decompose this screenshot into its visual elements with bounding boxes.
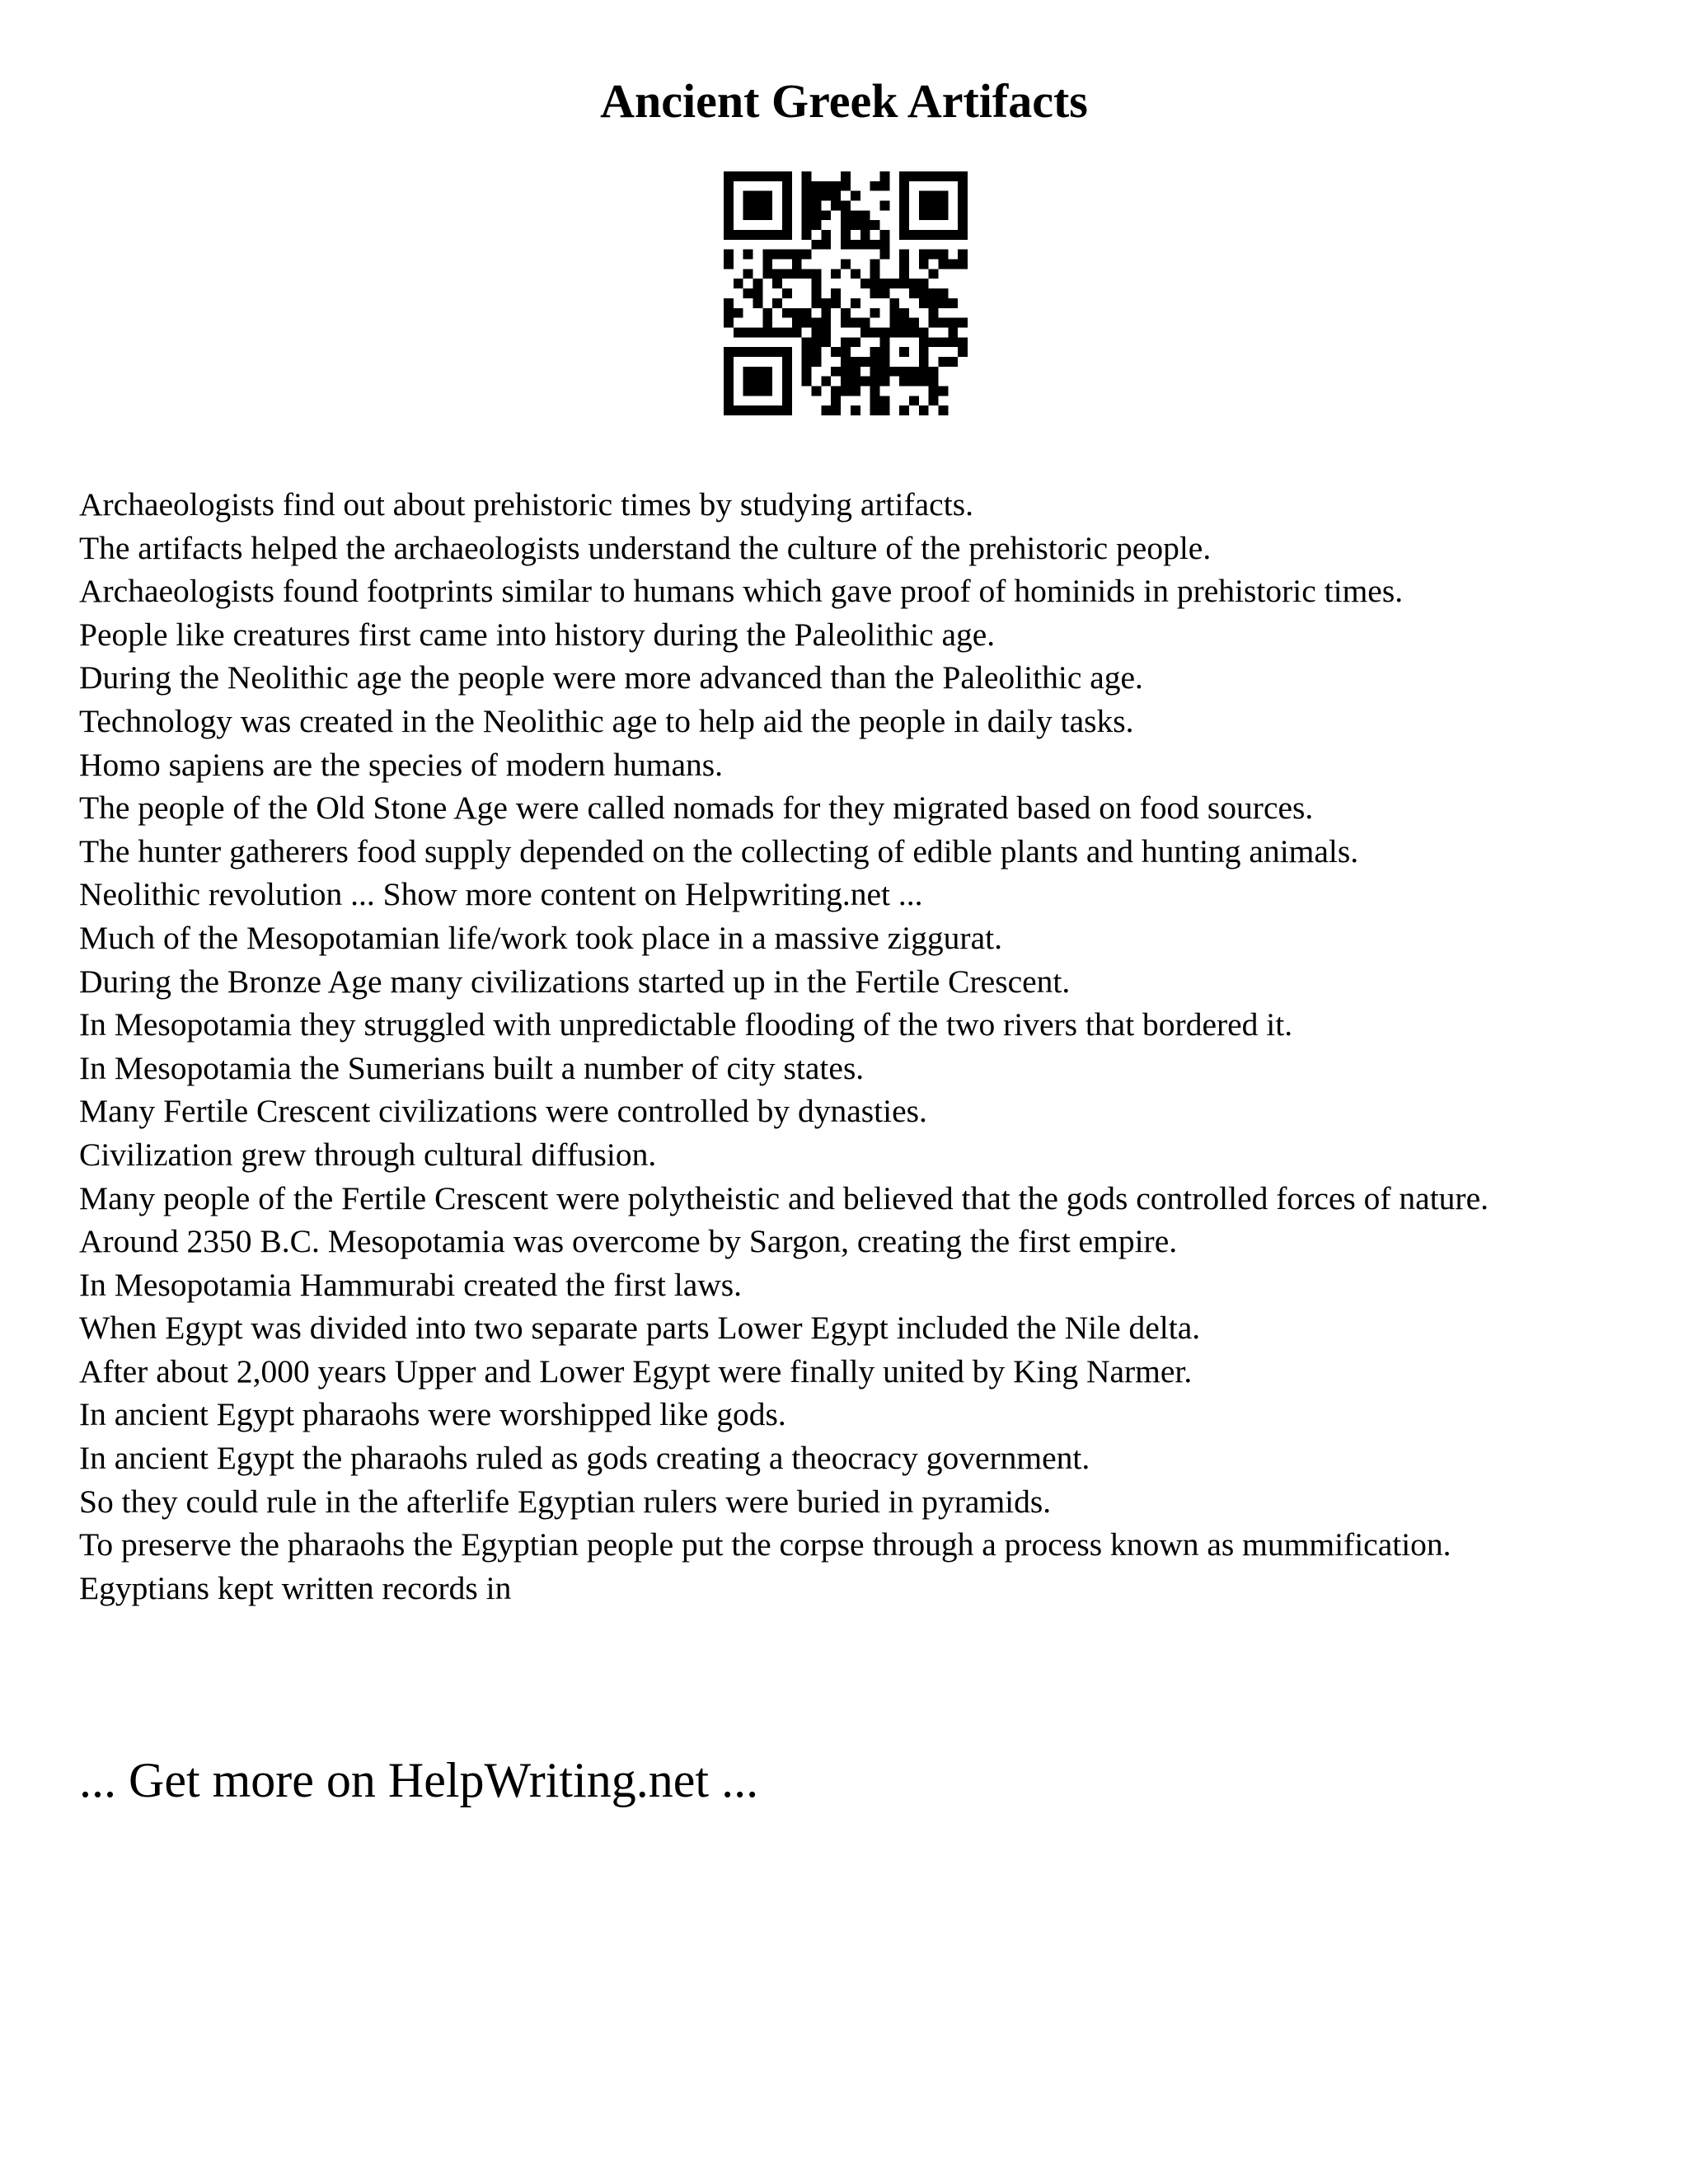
paragraph-line: In Mesopotamia they struggled with unpredictable flooding of the two rivers that bordered it. (79, 1006, 1293, 1043)
get-more-link[interactable]: ... Get more on HelpWriting.net ... (79, 1753, 759, 1807)
paragraph-line: In Mesopotamia Hammurabi created the first laws. (79, 1266, 743, 1303)
paragraph-line: Many Fertile Crescent civilizations were controlled by dynasties. (79, 1093, 927, 1130)
paragraph-line: When Egypt was divided into two separate parts Lower Egypt included the Nile delta. (79, 1310, 1201, 1347)
paragraph-line: In ancient Egypt pharaohs were worshipped like gods. (79, 1396, 786, 1433)
paragraph-line: Archaeologists found footprints similar to humans which gave proof of hominids in prehistoric times. (79, 573, 1404, 610)
paragraph-line: During the Neolithic age the people were more advanced than the Paleolithic age. (79, 659, 1143, 696)
paragraph-line: The people of the Old Stone Age were called nomads for they migrated based on food sources. (79, 790, 1314, 827)
paragraph-line: After about 2,000 years Upper and Lower Egypt were finally united by King Narmer. (79, 1352, 1193, 1390)
paragraph-line: During the Bronze Age many civilizations started up in the Fertile Crescent. (79, 963, 1071, 1000)
paragraph-line: People like creatures first came into history during the Paleolithic age. (79, 616, 996, 653)
paragraph-line: Much of the Mesopotamian life/work took place in a massive ziggurat. (79, 919, 1002, 956)
qr-code-icon[interactable] (724, 171, 968, 415)
page-title: Ancient Greek Artifacts (600, 73, 1088, 128)
paragraph-line: In Mesopotamia the Sumerians built a number of city states. (79, 1049, 865, 1086)
paragraph-line: Egyptians kept written records in (79, 1569, 512, 1606)
paragraph-line: Homo sapiens are the species of modern humans. (79, 746, 724, 783)
paragraph-line: The artifacts helped the archaeologists understand the culture of the prehistoric people. (79, 529, 1212, 566)
paragraph-line: The hunter gatherers food supply depended on the collecting of edible plants and hunting animals. (79, 832, 1359, 869)
paragraph-line: Around 2350 B.C. Mesopotamia was overcome by Sargon, creating the first empire. (79, 1223, 1178, 1260)
paragraph-line: Technology was created in the Neolithic age to help aid the people in daily tasks. (79, 702, 1134, 739)
paragraph-line: Many people of the Fertile Crescent were polytheistic and believed that the gods controlled forces of nature. (79, 1179, 1489, 1216)
article-body (79, 483, 1629, 1610)
paragraph-line: To preserve the pharaohs the Egyptian people put the corpse through a process known as mummification. (79, 1526, 1451, 1563)
paragraph-line: In ancient Egypt the pharaohs ruled as gods creating a theocracy government. (79, 1440, 1090, 1477)
paragraph-line: So they could rule in the afterlife Egyptian rulers were buried in pyramids. (79, 1483, 1052, 1520)
paragraph-line: Neolithic revolution ... Show more content on Helpwriting.net ... (79, 876, 923, 913)
qr-code-graphic (724, 171, 968, 415)
paragraph-line: Archaeologists find out about prehistoric times by studying artifacts. (79, 486, 973, 523)
paragraph-line: Civilization grew through cultural diffusion. (79, 1136, 657, 1173)
